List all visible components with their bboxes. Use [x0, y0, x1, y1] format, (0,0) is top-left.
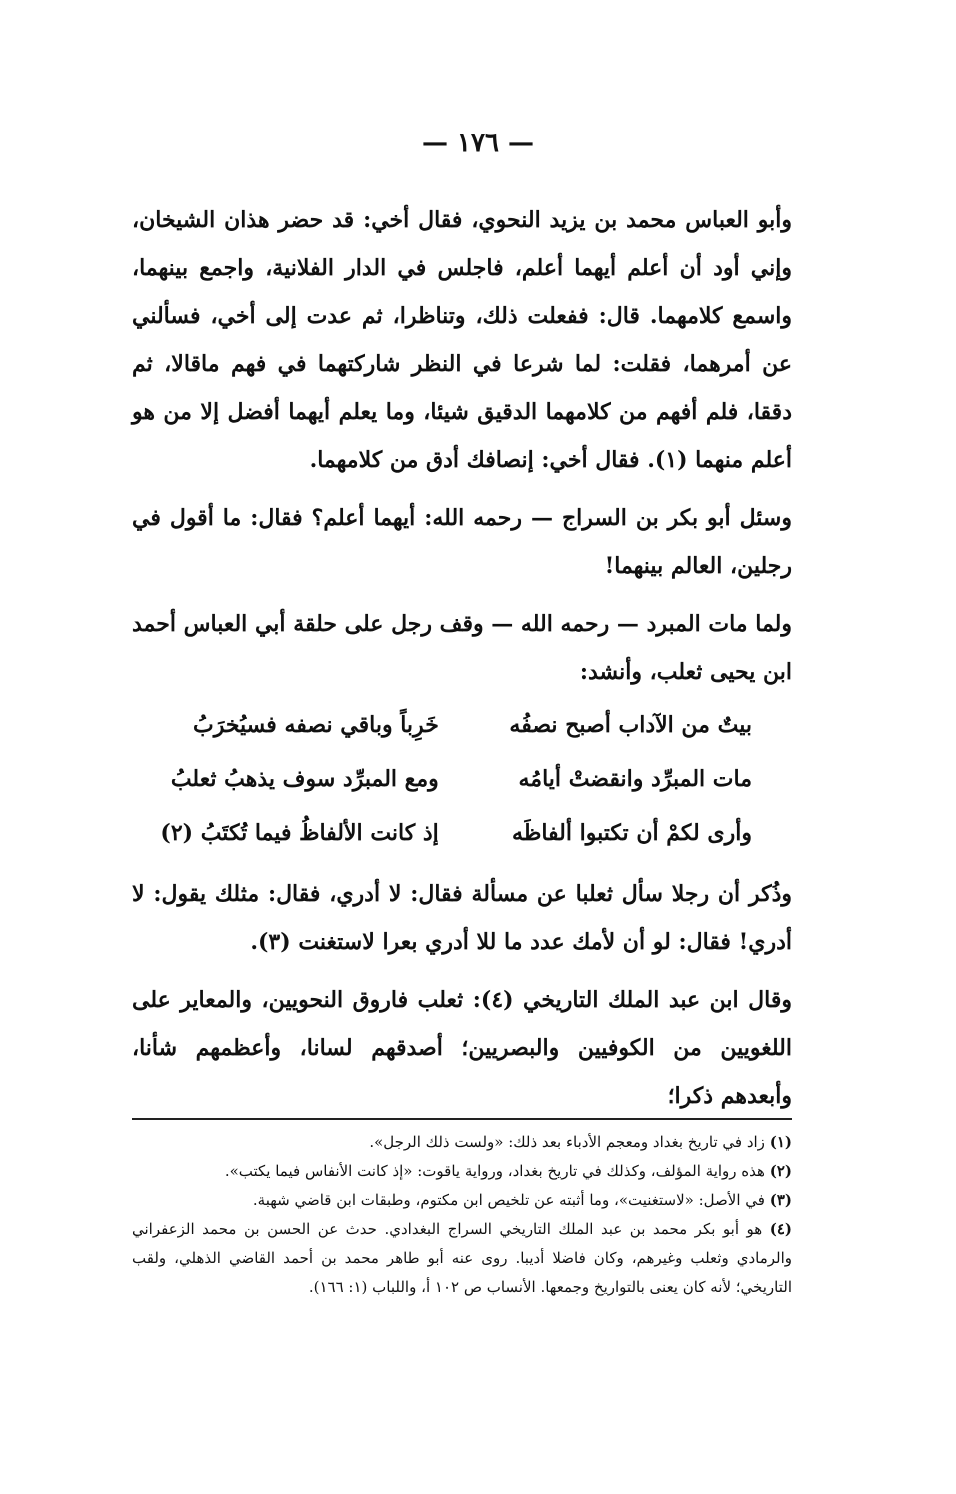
- verse-second-hemistich: خَرِباً وباقي نصفه فسيُخرَبُ: [192, 712, 439, 738]
- footnote-text: زاد في تاريخ بغداد ومعجم الأدباء بعد ذلك: «ولست ذلك الرجل».: [369, 1133, 765, 1151]
- verse-first-hemistich: بيتٌ من الآداب أصبح نصفُه: [509, 712, 752, 738]
- footnote: [132, 1157, 792, 1186]
- footnote-divider: [132, 1118, 792, 1120]
- paragraph: ولما مات المبرد — رحمه الله — وقف رجل على حلقة أبي العباس أحمد ابن يحيى ثعلب، وأنشد:: [132, 611, 792, 685]
- footnote-text: هو أبو بكر محمد بن عبد الملك التاريخي السراج البغدادي. حدث عن الحسن بن محمد الزعفراني والرمادي وثعلب وغيرهم، وكان فاضلا أديبا. روى عنه أبو طاهر محمد بن أحمد القاضي الذهلي، ولقب التاريخي؛ لأنه كان يعنى بالتواريخ وجمعها. الأنساب ص ١٠٢ أ، واللباب (١: ١٦٦).: [132, 1220, 792, 1296]
- footnote-number: (٣): [769, 1191, 792, 1209]
- footnote: [132, 1186, 792, 1215]
- footnote-number: (٢): [769, 1162, 792, 1180]
- paragraph: وقال ابن عبد الملك التاريخي (٤): ثعلب فاروق النحويين، والمعاير على اللغويين من الكوفيين والبصريين؛ أصدقهم لسانا، وأعظمهم شأنا، وأبعدهم ذكرا؛: [132, 987, 792, 1109]
- footnote: [132, 1215, 792, 1302]
- footnote: [132, 1128, 792, 1157]
- poem: [132, 698, 792, 860]
- verse-first-hemistich: وأرى لكمْ أن تكتبوا ألفاظَه: [512, 820, 752, 846]
- footnote-text: في الأصل: «لاستغنيت»، وما أثبته عن تلخيص ابن مكتوم، وطبقات ابن قاضي شهبة.: [252, 1191, 765, 1209]
- verse-first-hemistich: مات المبرِّد وانقضتْ أيامُه: [518, 766, 752, 792]
- footnote-text: هذه رواية المؤلف، وكذلك في تاريخ بغداد، ورواية ياقوت: «إذ كانت الأنفاس فيما يكتب».: [224, 1162, 765, 1180]
- verse-second-hemistich: إذ كانت الألفاظُ فيما تُكتَبُ (٢): [160, 820, 439, 846]
- paragraph: وذُكر أن رجلا سأل ثعلبا عن مسألة فقال: لا أدري، فقال: مثلك يقول: لا أدري! فقال: لو أن لأمك عدد ما للا أدري بعرا لاستغنت (٣).: [132, 881, 792, 955]
- paragraph: وسئل أبو بكر بن السراج — رحمه الله: أيهما أعلم؟ فقال: ما أقول في رجلين، العالم بينهما!: [132, 505, 792, 579]
- verse-second-hemistich: ومع المبرِّد سوف يذهبُ ثعلبُ: [170, 766, 439, 792]
- verse-line: [160, 806, 752, 860]
- footnotes: [132, 1128, 792, 1302]
- page-number: — ١٧٦ —: [421, 128, 535, 158]
- paragraph: وأبو العباس محمد بن يزيد النحوي، فقال أخي: قد حضر هذان الشيخان، وإني أود أن أعلم أيهما أعلم، فاجلس في الدار الفلانية، واجمع بينهما، واسمع كلامهما. قال: ففعلت ذلك، وتناظرا، ثم عدت إلى أخي، فسألني عن أمرهما، فقلت: لما شرعا في النظر شاركتهما في فهم ماقالا، ثم دققا، فلم أفهم من كلامهما الدقيق شيئا، وما يعلم أيهما أفضل إلا من هو أعلم منهما (١). فقال أخي: إنصافك أدق من كلامهما.: [132, 207, 792, 473]
- verse-line: [172, 698, 752, 752]
- footnote-number: (١): [769, 1133, 792, 1151]
- verse-line: [172, 752, 752, 806]
- main-text: [132, 196, 792, 1120]
- footnote-number: (٤): [769, 1220, 792, 1238]
